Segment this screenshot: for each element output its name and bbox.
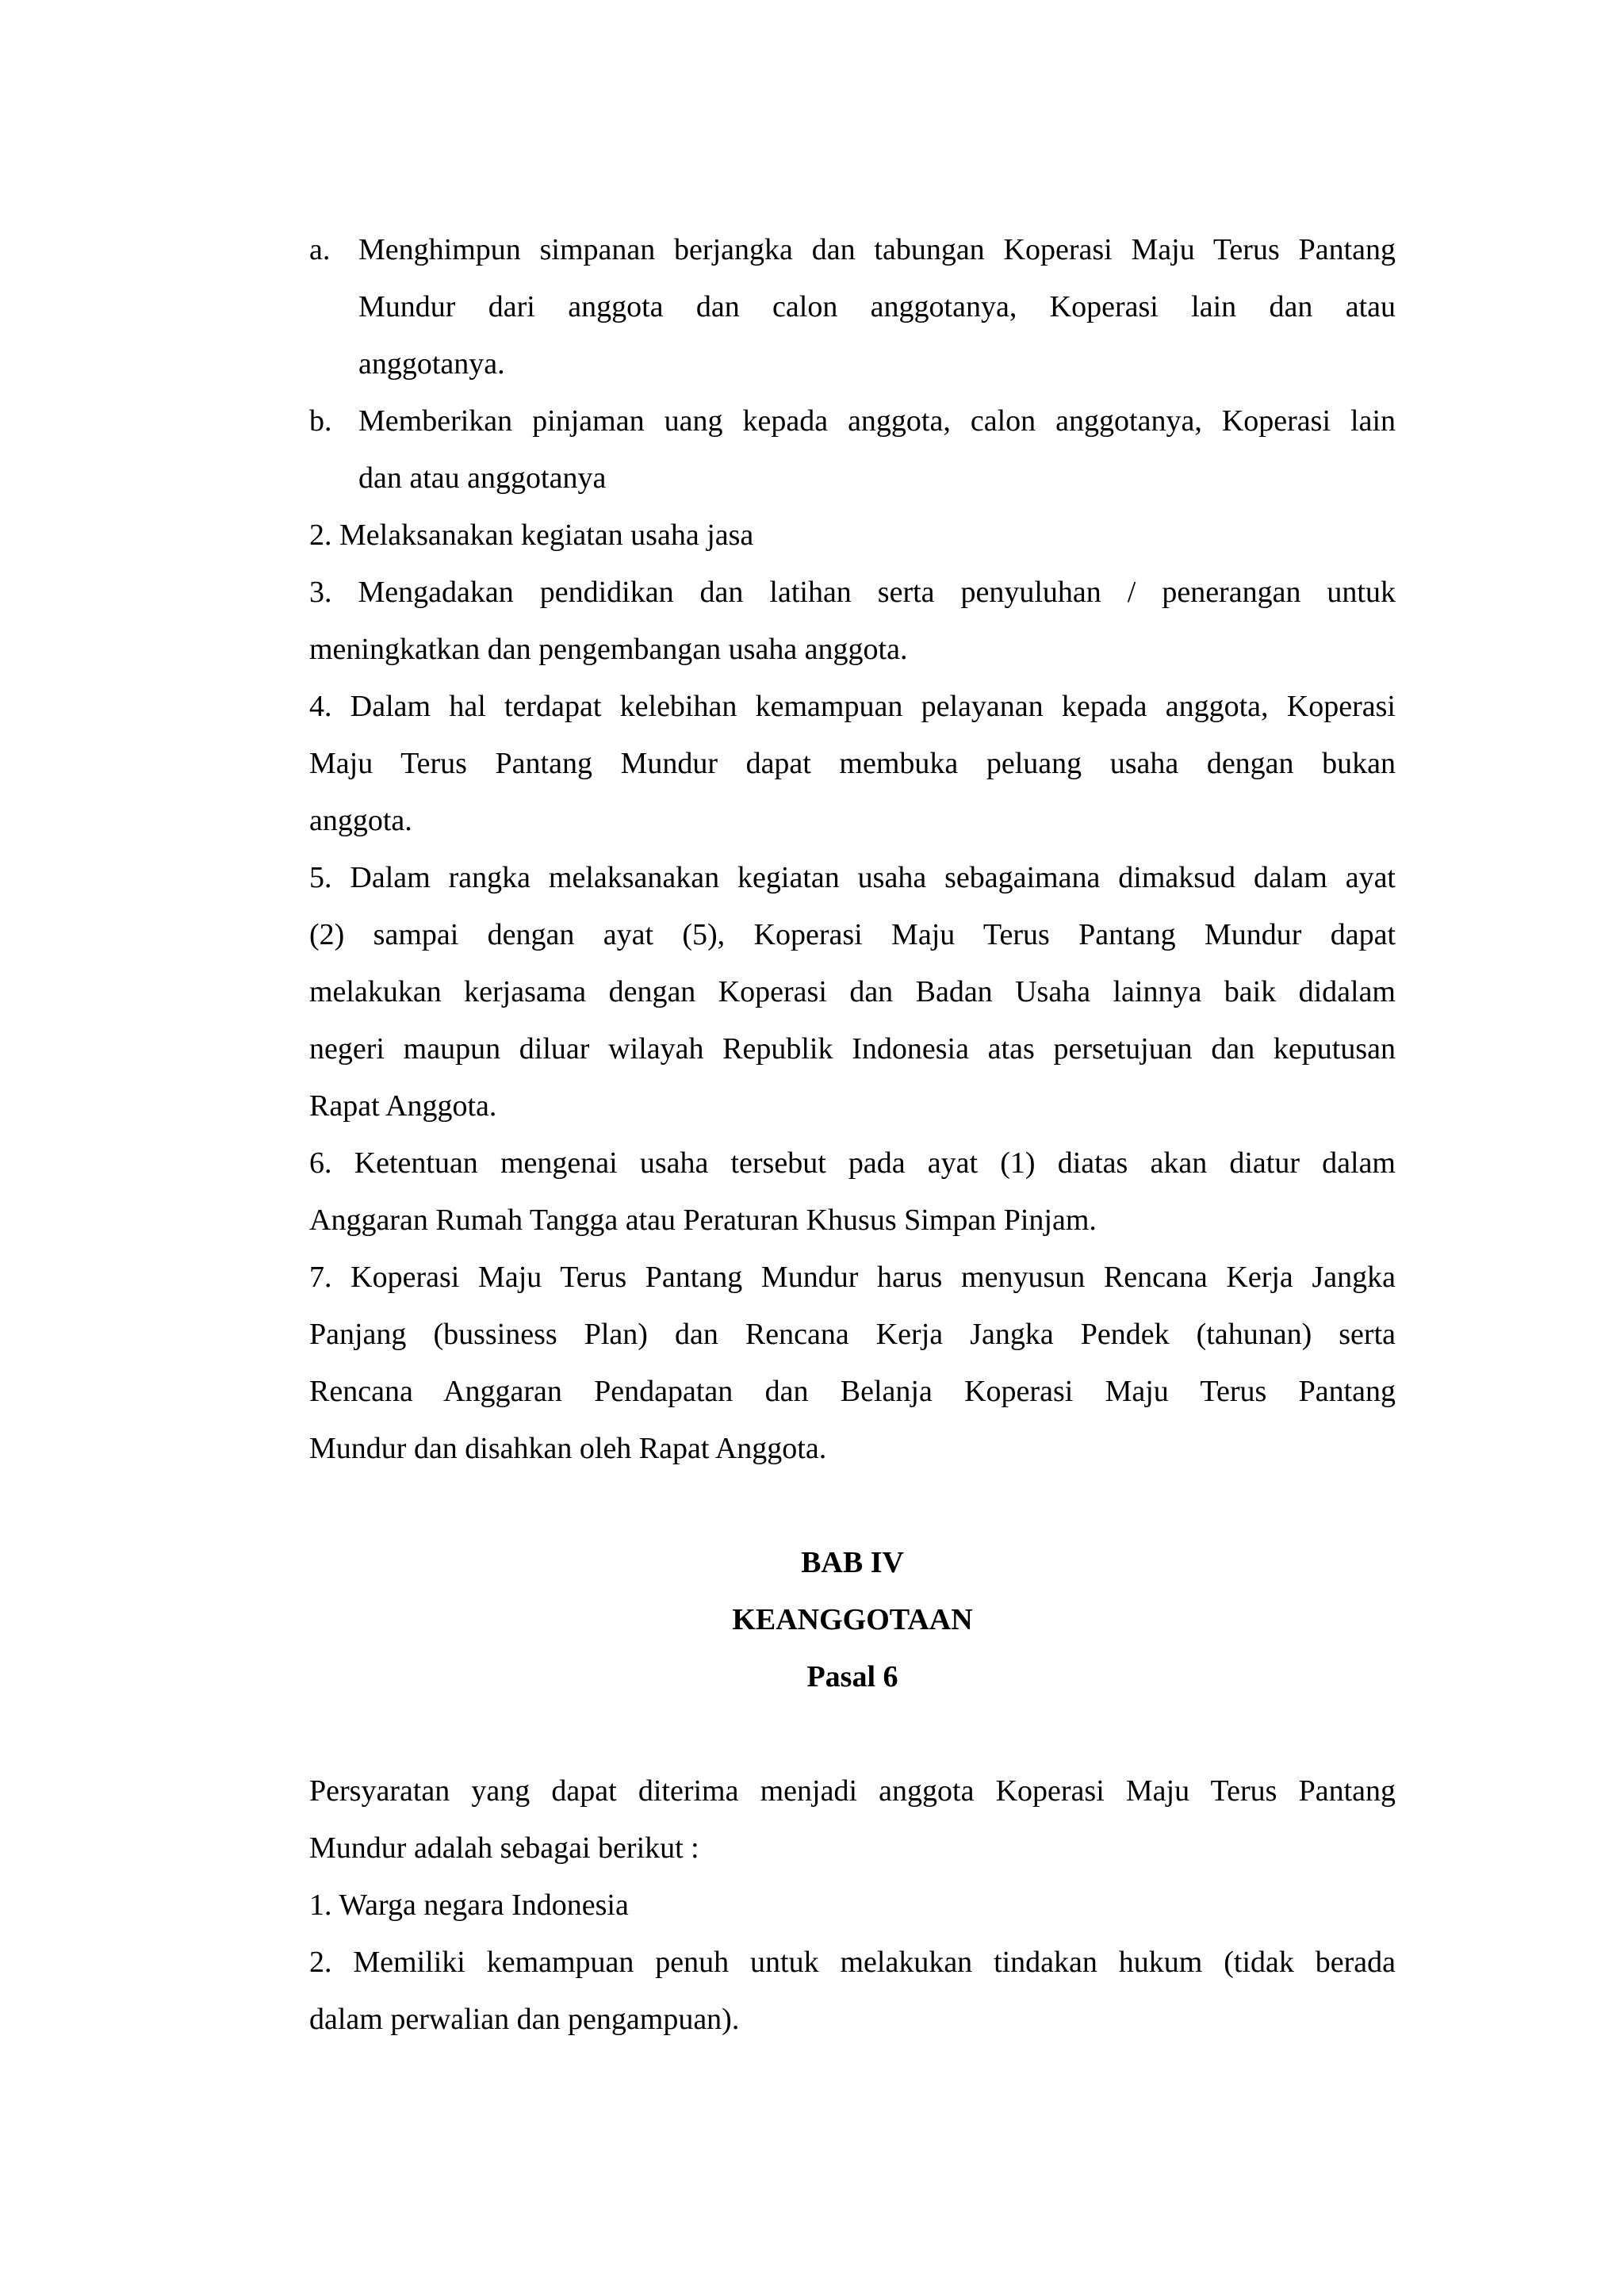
item-7-line-3: Rencana Anggaran Pendapatan dan Belanja Koperasi Maju Terus Pantang xyxy=(309,1375,1396,1408)
item-7-line-2: Panjang (bussiness Plan) dan Rencana Kerja Jangka Pendek (tahunan) serta xyxy=(309,1318,1396,1351)
item-4-line-3: anggota. xyxy=(309,804,412,837)
list-marker-a: a. xyxy=(309,233,331,266)
item-5-line-5: Rapat Anggota. xyxy=(309,1089,497,1123)
intro-line-2: Mundur adalah sebagai berikut : xyxy=(309,1831,699,1865)
item-b-line-1: Memberikan pinjaman uang kepada anggota, calon anggotanya, Koperasi lain xyxy=(358,404,1396,438)
item-b-line-2: dan atau anggotanya xyxy=(358,461,607,495)
chapter-number: BAB IV xyxy=(801,1546,904,1579)
item-a-line-2: Mundur dari anggota dan calon anggotanya, Koperasi lain dan atau xyxy=(358,290,1396,323)
item-5-line-4: negeri maupun diluar wilayah Republik Indonesia atas persetujuan dan keputusan xyxy=(309,1032,1396,1066)
item-4-line-1: 4. Dalam hal terdapat kelebihan kemampuan pelayanan kepada anggota, Koperasi xyxy=(309,690,1396,723)
item-2-line-1: 2. Melaksanakan kegiatan usaha jasa xyxy=(309,519,754,552)
item-3-line-1: 3. Mengadakan pendidikan dan latihan serta penyuluhan / penerangan untuk xyxy=(309,576,1396,609)
article-title: Pasal 6 xyxy=(806,1660,898,1693)
item-6-line-2: Anggaran Rumah Tangga atau Peraturan Khusus Simpan Pinjam. xyxy=(309,1203,1097,1237)
requirement-1-line-1: 1. Warga negara Indonesia xyxy=(309,1888,629,1922)
item-a-line-1: Menghimpun simpanan berjangka dan tabungan Koperasi Maju Terus Pantang xyxy=(358,233,1396,266)
list-marker-b: b. xyxy=(309,404,332,438)
item-4-line-2: Maju Terus Pantang Mundur dapat membuka peluang usaha dengan bukan xyxy=(309,747,1396,780)
item-3-line-2: meningkatkan dan pengembangan usaha anggota. xyxy=(309,633,908,666)
item-6-line-1: 6. Ketentuan mengenai usaha tersebut pada ayat (1) diatas akan diatur dalam xyxy=(309,1146,1396,1180)
intro-line-1: Persyaratan yang dapat diterima menjadi anggota Koperasi Maju Terus Pantang xyxy=(309,1774,1396,1808)
chapter-title: KEANGGOTAAN xyxy=(732,1603,973,1636)
item-7-line-1: 7. Koperasi Maju Terus Pantang Mundur harus menyusun Rencana Kerja Jangka xyxy=(309,1261,1396,1294)
item-5-line-2: (2) sampai dengan ayat (5), Koperasi Maju Terus Pantang Mundur dapat xyxy=(309,918,1396,951)
requirement-2-line-2: dalam perwalian dan pengampuan). xyxy=(309,2003,740,2036)
requirement-2-line-1: 2. Memiliki kemampuan penuh untuk melakukan tindakan hukum (tidak berada xyxy=(309,1946,1396,1979)
item-5-line-3: melakukan kerjasama dengan Koperasi dan Badan Usaha lainnya baik didalam xyxy=(309,975,1396,1008)
item-7-line-4: Mundur dan disahkan oleh Rapat Anggota. xyxy=(309,1432,827,1465)
item-5-line-1: 5. Dalam rangka melaksanakan kegiatan usaha sebagaimana dimaksud dalam ayat xyxy=(309,861,1396,894)
item-a-line-3: anggotanya. xyxy=(358,347,505,381)
